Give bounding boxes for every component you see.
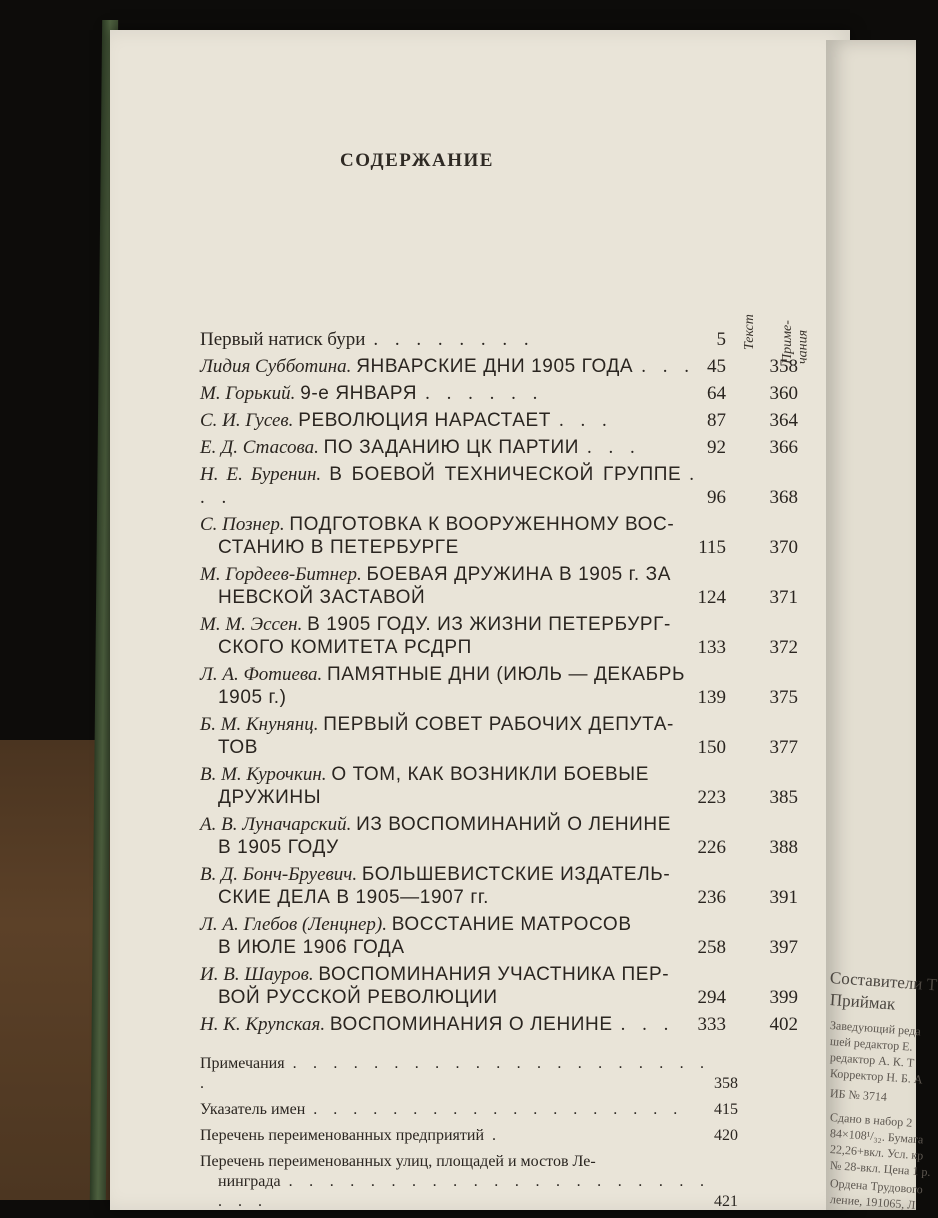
toc-entry <box>200 763 820 809</box>
entry-page-number: 96 <box>707 487 726 508</box>
next-page-small-line: № 28-вкл. Цена 1 р. <box>829 1158 931 1180</box>
entry-title: ВОССТАНИЕ МАТРОСОВ <box>391 914 632 935</box>
entry-title-continuation: НЕВСКОЙ ЗАСТАВОЙ <box>218 587 426 608</box>
entry-author: С. Познер. <box>200 514 285 535</box>
leader-dots: . . . . . . . . . . . . . . . . . . . <box>313 1101 684 1118</box>
entry-page-number: 124 <box>697 587 726 608</box>
leader-dots: . . . <box>558 410 613 431</box>
entry-title-continuation: ВОЙ РУССКОЙ РЕВОЛЮЦИИ <box>218 987 498 1008</box>
entry-author: Н. К. Крупская. <box>200 1014 326 1035</box>
entry-title-continuation: СТАНИЮ В ПЕТЕРБУРГЕ <box>218 537 459 558</box>
entry-title: ВОСПОМИНАНИЯ УЧАСТНИКА ПЕР- <box>318 964 670 985</box>
toc-entry <box>200 563 820 609</box>
leader-dots: . . . <box>200 464 701 508</box>
next-page-small-line: Сдано в набор 2 <box>829 1110 913 1130</box>
entry-page-number: 115 <box>698 537 726 558</box>
next-page-line: Составители Т <box>829 968 938 995</box>
leader-dots: . . . <box>587 437 641 458</box>
entry-title: ПОДГОТОВКА К ВООРУЖЕННОМУ ВОС- <box>289 514 675 535</box>
entry-author: А. В. Луначарский. <box>200 814 352 835</box>
leader-dots: . . . <box>620 1014 675 1035</box>
entry-page-number: 258 <box>697 937 726 958</box>
next-page-line: Приймак <box>829 990 896 1014</box>
appendix-page-number: 358 <box>714 1075 738 1092</box>
toc-entry <box>200 913 820 959</box>
toc-entry-body <box>200 1013 700 1036</box>
next-page-small-line: Ордена Трудового <box>829 1176 924 1197</box>
entry-notes-page-number: 399 <box>769 987 798 1008</box>
appendix-label: Указатель имен <box>200 1101 306 1118</box>
toc-entry-body <box>200 913 700 959</box>
entry-notes-page-number: 366 <box>769 437 798 458</box>
toc-entry-body <box>200 513 700 559</box>
entry-notes-page-number: 375 <box>769 687 798 708</box>
entry-page-number: 5 <box>716 329 726 350</box>
entry-page-number: 294 <box>697 987 726 1008</box>
entry-page-number: 139 <box>697 687 726 708</box>
next-page-small-line: шей редактор Е. <box>829 1034 914 1054</box>
leader-dots: . . . . . . . . <box>373 329 535 350</box>
toc-entry <box>200 863 820 909</box>
entry-title: Первый натиск бури <box>200 329 366 350</box>
toc-entry <box>200 355 820 378</box>
entry-title: ВОСПОМИНАНИЯ О ЛЕНИНЕ <box>329 1014 613 1035</box>
entry-notes-page-number: 397 <box>769 937 798 958</box>
appendix-page-number: 420 <box>714 1127 738 1144</box>
appendix-page-number: 421 <box>714 1193 738 1210</box>
appendix-label: Перечень переименованных улиц, площадей и мостов Ле- <box>200 1153 596 1170</box>
entry-notes-page-number: 391 <box>769 887 798 908</box>
toc-entry-body <box>200 436 700 459</box>
entry-title-continuation: ТОВ <box>218 737 259 758</box>
entry-author: Лидия Субботина. <box>200 356 352 377</box>
toc-entry-body <box>200 763 700 809</box>
appendix-entry-body <box>200 1126 710 1146</box>
column-header-notes: Приме-чания <box>780 320 811 364</box>
toc-entry <box>200 328 820 351</box>
entry-author: М. Гордеев-Битнер. <box>200 564 362 585</box>
entry-page-number: 223 <box>697 787 726 808</box>
entry-title: ПО ЗАДАНИЮ ЦК ПАРТИИ <box>323 437 580 458</box>
entry-title-continuation: В 1905 ГОДУ <box>218 837 339 858</box>
entry-notes-page-number: 368 <box>769 487 798 508</box>
entry-title: БОЕВАЯ ДРУЖИНА В 1905 г. ЗА <box>366 564 671 585</box>
toc-entry <box>200 513 820 559</box>
entry-author: Л. А. Фотиева. <box>200 664 323 685</box>
toc-entry-body <box>200 355 700 378</box>
entry-title: ПЕРВЫЙ СОВЕТ РАБОЧИХ ДЕПУТА- <box>323 714 674 735</box>
entry-notes-page-number: 372 <box>769 637 798 658</box>
toc-entry-body <box>200 813 700 859</box>
entry-title-continuation: ДРУЖИНЫ <box>218 787 322 808</box>
toc-entry <box>200 813 820 859</box>
leader-dots: . . . . . . <box>425 383 544 404</box>
entry-title: ПАМЯТНЫЕ ДНИ (ИЮЛЬ — ДЕКАБРЬ <box>327 664 686 685</box>
entry-title: РЕВОЛЮЦИЯ НАРАСТАЕТ <box>298 410 551 431</box>
entry-author: Л. А. Глебов (Ленцнер). <box>200 914 388 935</box>
entry-notes-page-number: 388 <box>769 837 798 858</box>
toc-entry-body <box>200 713 700 759</box>
entry-title: О ТОМ, КАК ВОЗНИКЛИ БОЕВЫЕ <box>331 764 649 785</box>
entry-author: В. Д. Бонч-Бруевич. <box>200 864 358 885</box>
toc-entry-body <box>200 563 700 609</box>
toc-entry <box>200 713 820 759</box>
entry-notes-page-number: 364 <box>769 410 798 431</box>
entry-page-number: 92 <box>707 437 726 458</box>
entry-title-continuation: СКИЕ ДЕЛА В 1905—1907 гг. <box>218 887 489 908</box>
next-page-small-line: Корректор Н. Б. А <box>829 1066 924 1087</box>
column-header-text: Текст <box>742 314 757 350</box>
toc-entry-body <box>200 863 700 909</box>
entry-title: ИЗ ВОСПОМИНАНИЙ О ЛЕНИНЕ <box>356 814 672 835</box>
appendix-entry <box>200 1152 820 1212</box>
toc-entry <box>200 663 820 709</box>
toc-entry <box>200 409 820 432</box>
toc-entry <box>200 963 820 1009</box>
entry-page-number: 133 <box>697 637 726 658</box>
entry-author: В. М. Курочкин. <box>200 764 327 785</box>
toc-entry-body <box>200 463 700 509</box>
toc-entry-body <box>200 963 700 1009</box>
appendix-page-number: 415 <box>714 1101 738 1118</box>
leader-dots: . . . . . . . . . . . . . . . . . . . . . . <box>200 1055 710 1092</box>
next-page-small-line: ление, 191065, Л <box>829 1192 916 1212</box>
entry-notes-page-number: 402 <box>769 1014 798 1035</box>
entry-notes-page-number: 377 <box>769 737 798 758</box>
entry-page-number: 150 <box>697 737 726 758</box>
entry-author: М. М. Эссен. <box>200 614 303 635</box>
appendix-entry <box>200 1054 820 1094</box>
entry-author: М. Горький. <box>200 383 296 404</box>
entry-author: Н. Е. Буренин. <box>200 464 322 485</box>
entry-title-continuation: СКОГО КОМИТЕТА РСДРП <box>218 637 472 658</box>
entry-notes-page-number: 385 <box>769 787 798 808</box>
entry-page-number: 333 <box>697 1014 726 1035</box>
leader-dots: . . . <box>641 356 695 377</box>
entry-author: Е. Д. Стасова. <box>200 437 319 458</box>
entry-title: В 1905 ГОДУ. ИЗ ЖИЗНИ ПЕТЕРБУРГ- <box>307 614 671 635</box>
appendix-entry-body <box>200 1100 710 1120</box>
toc-entry <box>200 613 820 659</box>
toc-entry-body <box>200 409 700 432</box>
entry-page-number: 87 <box>707 410 726 431</box>
leader-dots: . . . . . . . . . . . . . . . . . . . . . . . . <box>218 1173 710 1210</box>
page-title: СОДЕРЖАНИЕ <box>340 150 494 171</box>
appendix-entry <box>200 1126 820 1146</box>
entry-page-number: 236 <box>697 887 726 908</box>
appendix-entry-body <box>200 1152 710 1212</box>
appendix-entry <box>200 1100 820 1120</box>
entry-author: И. В. Шауров. <box>200 964 314 985</box>
entry-notes-page-number: 358 <box>769 356 798 377</box>
entry-notes-page-number: 370 <box>769 537 798 558</box>
appendix-entry-body <box>200 1054 710 1094</box>
entry-notes-page-number: 360 <box>769 383 798 404</box>
toc-entry-body <box>200 328 700 351</box>
entry-title-continuation: 1905 г.) <box>218 687 287 708</box>
entry-page-number: 45 <box>707 356 726 377</box>
next-page-fragment <box>826 40 938 1212</box>
entry-notes-page-number: 371 <box>769 587 798 608</box>
toc-entry <box>200 382 820 405</box>
next-page-small-line: Заведующий реда <box>829 1018 922 1039</box>
appendix-label-continuation: нинграда . . . . . . . . . . . . . . . . . . . . . . . . <box>218 1173 710 1210</box>
entry-author: С. И. Гусев. <box>200 410 294 431</box>
next-page-small-line: 22,26+вкл. Усл. кр <box>829 1142 924 1163</box>
entry-title: БОЛЬШЕВИСТСКИЕ ИЗДАТЕЛЬ- <box>361 864 671 885</box>
toc-entry <box>200 436 820 459</box>
appendix-label: Перечень переименованных предприятий <box>200 1127 484 1144</box>
leader-dots: . <box>492 1127 502 1144</box>
appendix-label: Примечания <box>200 1055 285 1072</box>
entry-title-continuation: В ИЮЛЕ 1906 ГОДА <box>218 937 405 958</box>
entry-title: 9-е ЯНВАРЯ <box>300 383 418 404</box>
toc-entry-body <box>200 382 700 405</box>
toc-entry <box>200 1013 820 1036</box>
entry-title: В БОЕВОЙ ТЕХНИЧЕСКОЙ ГРУППЕ <box>329 464 682 485</box>
toc-entry-body <box>200 663 700 709</box>
next-page-small-line: ИБ № 3714 <box>829 1086 888 1104</box>
entry-page-number: 64 <box>707 383 726 404</box>
entry-author: Б. М. Кнунянц. <box>200 714 319 735</box>
entry-title: ЯНВАРСКИЕ ДНИ 1905 ГОДА <box>356 356 634 377</box>
next-page-small-line: редактор А. К. Т <box>829 1050 915 1070</box>
entry-page-number: 226 <box>697 837 726 858</box>
toc-entry-body <box>200 613 700 659</box>
toc-entry <box>200 463 820 509</box>
next-page-small-line: 84×108¹/₃₂. Бумага <box>829 1126 924 1147</box>
table-of-contents <box>200 328 820 1218</box>
